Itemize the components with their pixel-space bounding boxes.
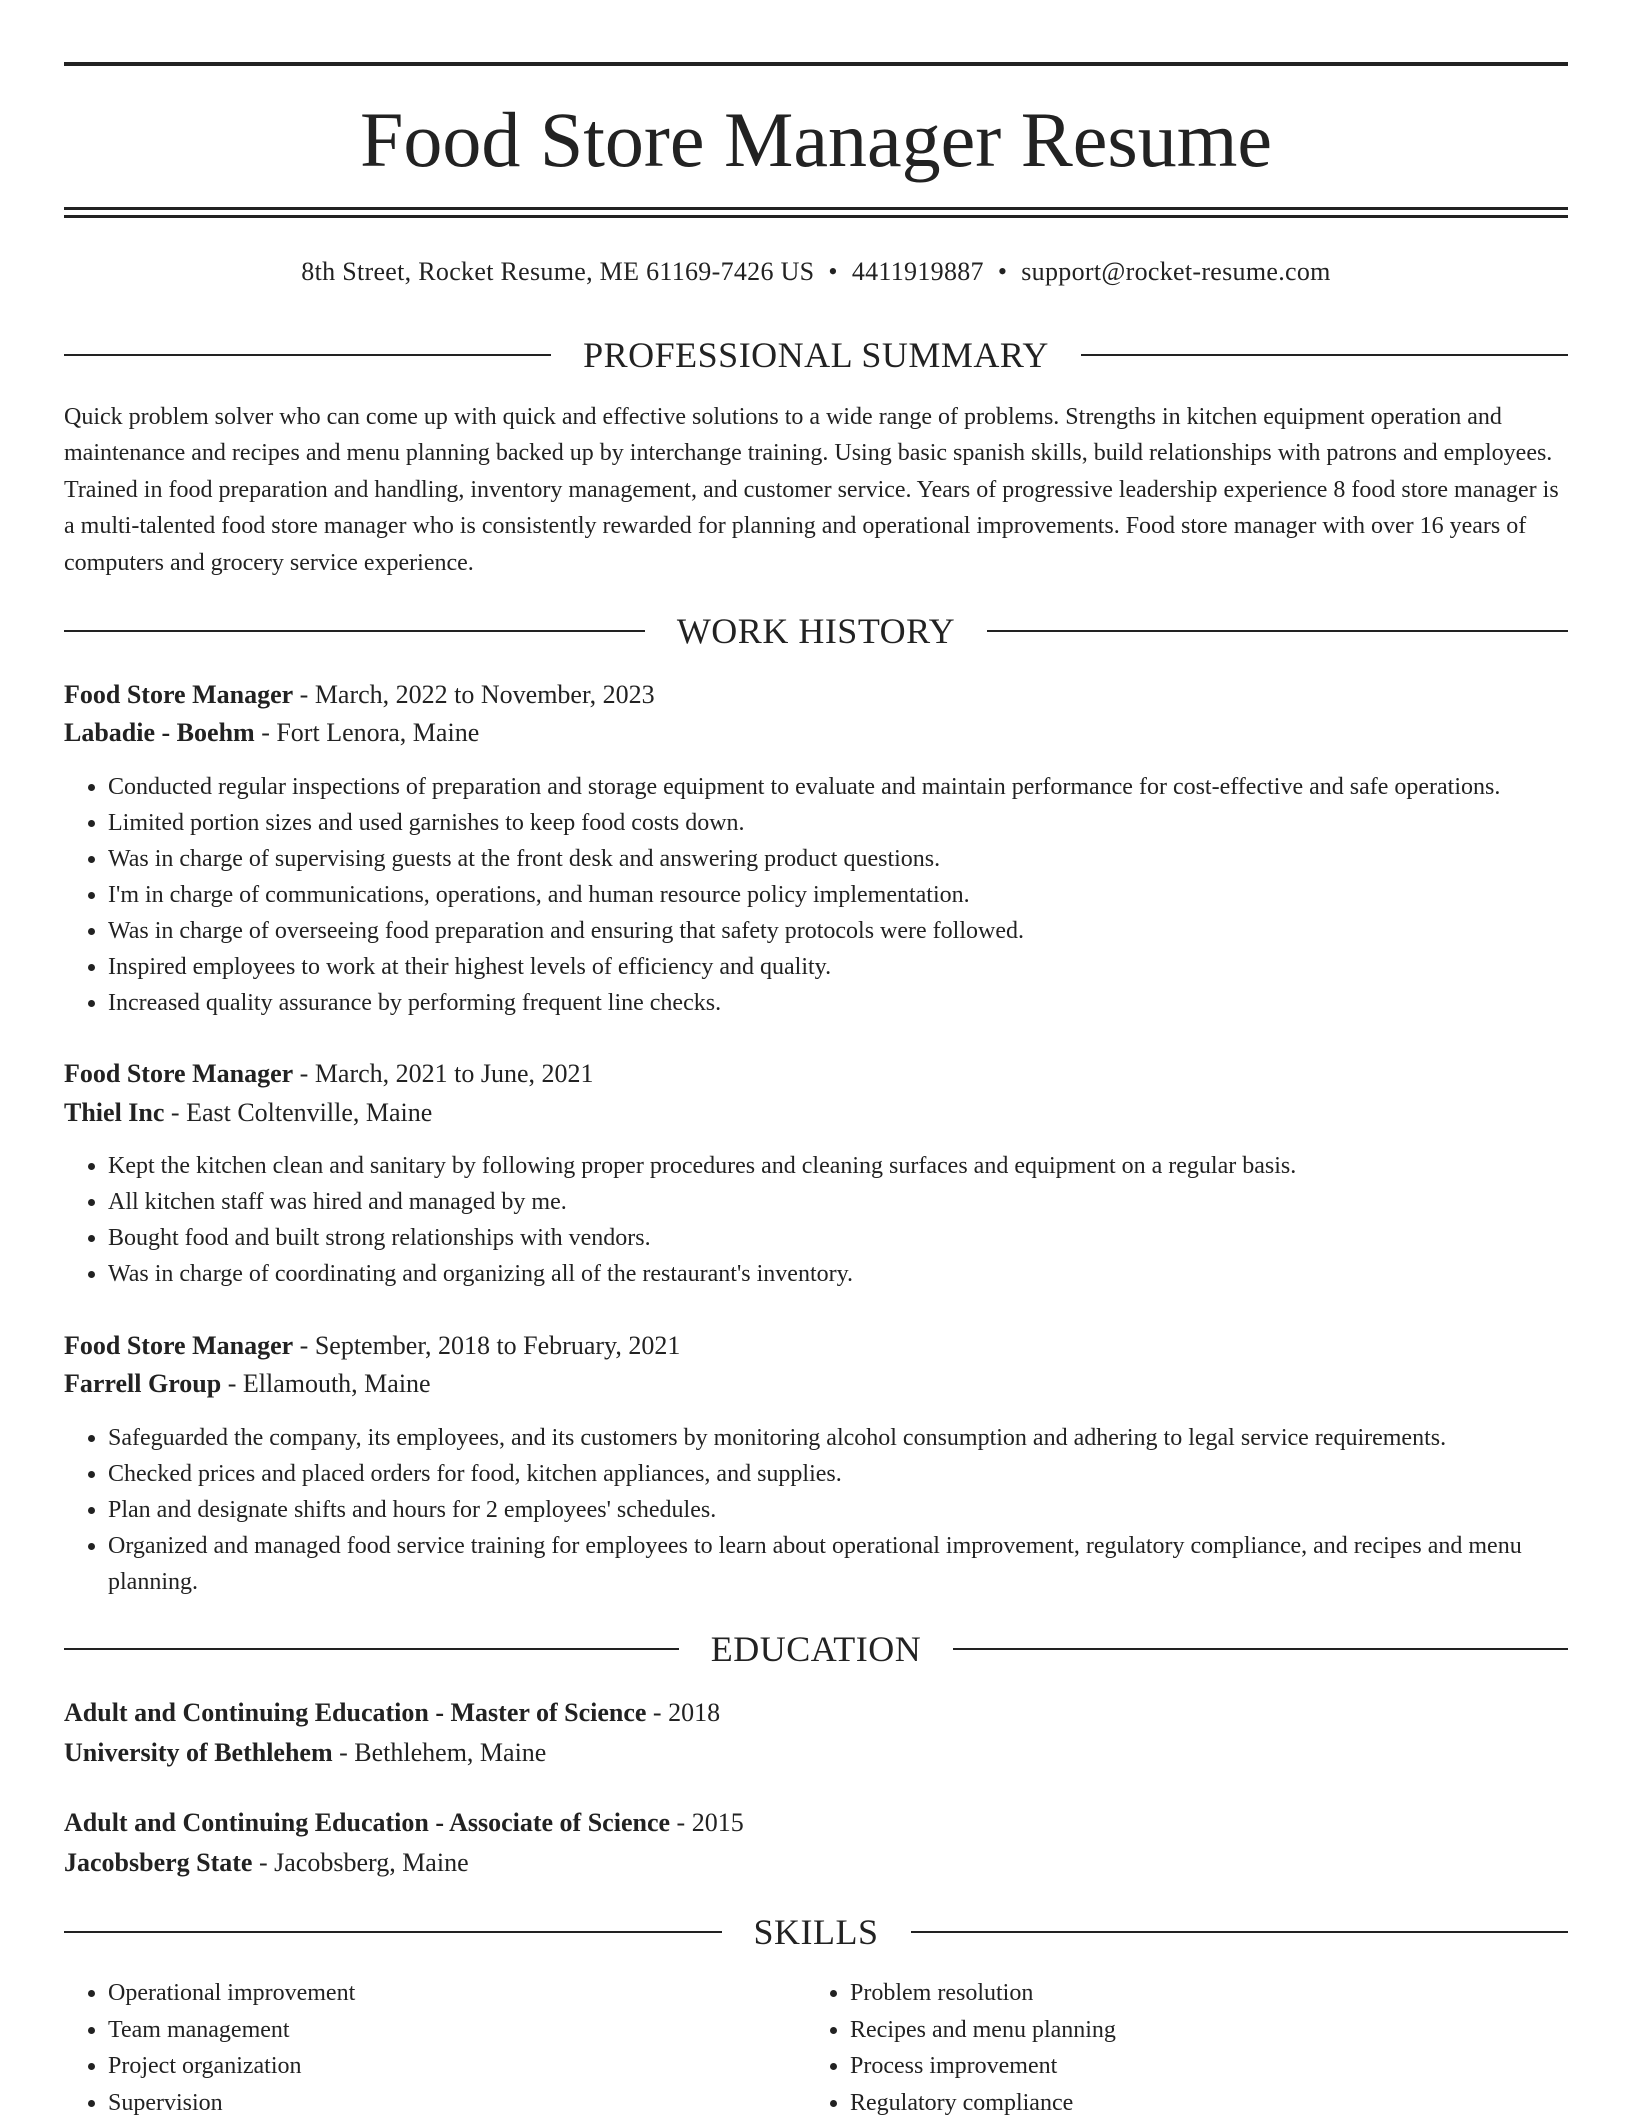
list-item: • I'm in charge of communications, operations, and human resource policy implementation. (108, 877, 1568, 913)
contact-separator: • (828, 255, 837, 289)
job-company: Thiel Inc (64, 1098, 164, 1127)
list-item: • Problem resolution (850, 1975, 1546, 2012)
list-item: • Kept the kitchen clean and sanitary by following proper procedures and cleaning surfaces and equipment on a regular basis. (108, 1148, 1568, 1184)
education-school-line (64, 1844, 1568, 1882)
education-location: - Jacobsberg, Maine (252, 1848, 468, 1877)
list-item: • Was in charge of coordinating and organizing all of the restaurant's inventory. (108, 1256, 1568, 1292)
education-school: Jacobsberg State (64, 1848, 252, 1877)
summary-text: Quick problem solver who can come up with quick and effective solutions to a wide range of problems. Strengths in kitchen equipment operation and maintenance and recipes and menu planning backed up by interchange training. Using basic spanish skills, build relationships with patrons and employees. Trained in food preparation and handling, inventory management, and customer service. Years of progressive leadership experience 8 food store manager is a multi-talented food store manager who is consistently rewarded for planning and operational improvements. Food store manager with over 16 years of computers and grocery service experience. (64, 399, 1568, 581)
job-dates: - March, 2022 to November, 2023 (293, 680, 654, 709)
list-item: • Team management (108, 2012, 804, 2049)
job-company: Labadie - Boehm (64, 718, 255, 747)
list-item: • Checked prices and placed orders for food, kitchen appliances, and supplies. (108, 1456, 1568, 1492)
job-company-line (64, 1094, 1568, 1132)
job-title: Food Store Manager (64, 1059, 293, 1088)
heading-rule-left (64, 630, 645, 632)
section-heading-work-history (64, 609, 1568, 653)
job-bullets (64, 1148, 1568, 1292)
education-degree-line (64, 1694, 1568, 1732)
job-title-line (64, 1055, 1568, 1093)
list-item: • Regulatory compliance (850, 2085, 1546, 2121)
section-title: SKILLS (722, 1910, 911, 1954)
section-heading-summary (64, 333, 1568, 377)
list-item: • Safeguarded the company, its employees, and its customers by monitoring alcohol consumption and adhering to legal service requirements. (108, 1420, 1568, 1456)
education-school: University of Bethlehem (64, 1738, 333, 1767)
job-company-line (64, 714, 1568, 752)
list-item: • Plan and designate shifts and hours for 2 employees' schedules. (108, 1492, 1568, 1528)
list-item: • Limited portion sizes and used garnishes to keep food costs down. (108, 805, 1568, 841)
contact-phone: 4411919887 (852, 257, 984, 286)
list-item: • Organized and managed food service training for employees to learn about operational improvement, regulatory compliance, and recipes and menu planning. (108, 1528, 1568, 1600)
heading-rule-right (987, 630, 1568, 632)
list-item: • Bought food and built strong relationships with vendors. (108, 1220, 1568, 1256)
job-bullets (64, 1420, 1568, 1600)
list-item: • Increased quality assurance by performing frequent line checks. (108, 985, 1568, 1021)
heading-rule-left (64, 1648, 679, 1650)
list-item: • Was in charge of supervising guests at the front desk and answering product questions. (108, 841, 1568, 877)
contact-address: 8th Street, Rocket Resume, ME 61169-7426 US (301, 257, 814, 286)
list-item: • Supervision (108, 2085, 804, 2121)
education-year: - 2018 (646, 1698, 720, 1727)
contact-email: support@rocket-resume.com (1021, 257, 1330, 286)
skills-list-left (64, 1975, 804, 2121)
job-bullets (64, 769, 1568, 1021)
job-company: Farrell Group (64, 1369, 221, 1398)
title-rule-upper (64, 207, 1568, 210)
job-dates: - March, 2021 to June, 2021 (293, 1059, 593, 1088)
job-title-line (64, 1327, 1568, 1365)
list-item: • Was in charge of overseeing food preparation and ensuring that safety protocols were followed. (108, 913, 1568, 949)
section-heading-skills (64, 1910, 1568, 1954)
list-item: • Conducted regular inspections of preparation and storage equipment to evaluate and maintain performance for cost-effective and safe operations. (108, 769, 1568, 805)
list-item: • Recipes and menu planning (850, 2012, 1546, 2049)
job-location: - Ellamouth, Maine (221, 1369, 430, 1398)
heading-rule-right (1081, 354, 1568, 356)
list-item: • All kitchen staff was hired and managed by me. (108, 1184, 1568, 1220)
section-title: WORK HISTORY (645, 609, 987, 653)
section-title: EDUCATION (679, 1627, 953, 1671)
skills-list-right (806, 1975, 1546, 2121)
section-title: PROFESSIONAL SUMMARY (551, 333, 1081, 377)
heading-rule-left (64, 1931, 722, 1933)
job-title-line (64, 676, 1568, 714)
heading-rule-right (911, 1931, 1569, 1933)
list-item: • Project organization (108, 2048, 804, 2085)
page-title: Food Store Manager Resume (64, 92, 1568, 188)
job-company-line (64, 1365, 1568, 1403)
heading-rule-left (64, 354, 551, 356)
contact-separator: • (998, 255, 1007, 289)
education-school-line (64, 1734, 1568, 1772)
contact-line (64, 255, 1568, 289)
list-item: • Process improvement (850, 2048, 1546, 2085)
education-year: - 2015 (670, 1808, 744, 1837)
job-title: Food Store Manager (64, 1331, 293, 1360)
heading-rule-right (953, 1648, 1568, 1650)
section-heading-education (64, 1627, 1568, 1671)
education-degree: Adult and Continuing Education - Associate of Science (64, 1808, 670, 1837)
education-degree-line (64, 1804, 1568, 1842)
job-location: - East Coltenville, Maine (164, 1098, 432, 1127)
top-rule (64, 62, 1568, 66)
title-rule-lower (64, 215, 1568, 218)
list-item: • Operational improvement (108, 1975, 804, 2012)
job-title: Food Store Manager (64, 680, 293, 709)
education-location: - Bethlehem, Maine (333, 1738, 547, 1767)
job-location: - Fort Lenora, Maine (255, 718, 480, 747)
list-item: • Inspired employees to work at their highest levels of efficiency and quality. (108, 949, 1568, 985)
education-degree: Adult and Continuing Education - Master of Science (64, 1698, 646, 1727)
job-dates: - September, 2018 to February, 2021 (293, 1331, 680, 1360)
